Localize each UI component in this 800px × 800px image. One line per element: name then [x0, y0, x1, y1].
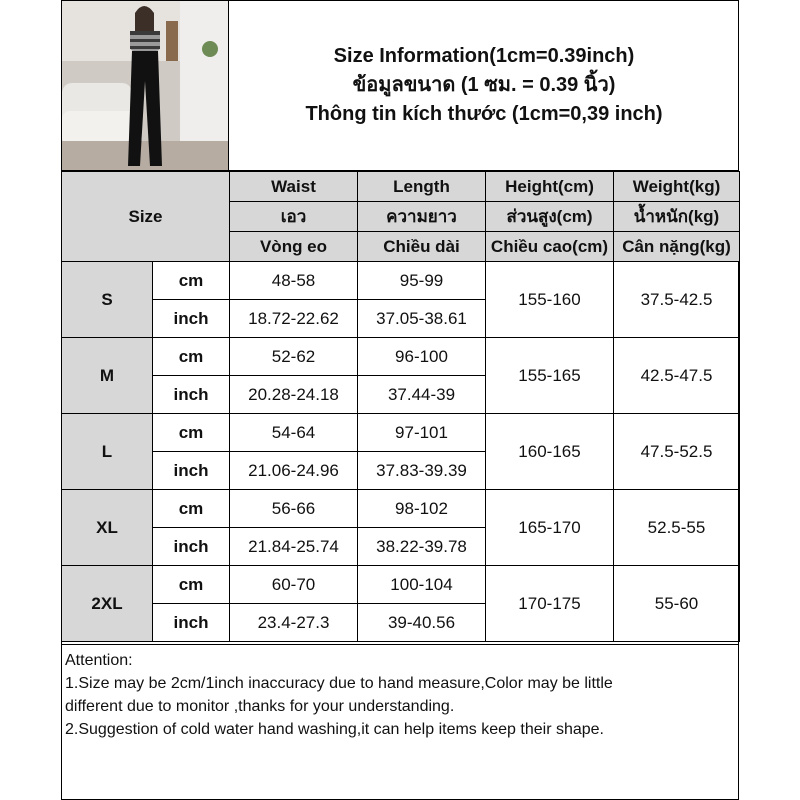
size-info-header: [229, 0, 739, 171]
header-title-vietnamese: Thông tin kích thước (1cm=0,39 inch): [305, 103, 663, 125]
height-header-th: ส่วนสูง(cm): [486, 202, 614, 232]
size-label-s: S: [62, 262, 153, 338]
unit-inch: inch: [153, 452, 230, 490]
table-row: [62, 414, 740, 452]
table-row: [62, 338, 740, 376]
waist-inch-cell: 21.06-24.96: [230, 452, 358, 490]
header-title-english: Size Information(1cm=0.39inch): [333, 45, 635, 67]
unit-cm: cm: [153, 414, 230, 452]
model-wearing-pants-image: [62, 1, 229, 171]
length-cm-cell: 96-100: [358, 338, 486, 376]
length-cm-cell: 98-102: [358, 490, 486, 528]
unit-inch: inch: [153, 376, 230, 414]
length-inch-cell: 37.44-39: [358, 376, 486, 414]
waist-cm-cell: 60-70: [230, 566, 358, 604]
unit-cm: cm: [153, 566, 230, 604]
size-label-xl: XL: [62, 490, 153, 566]
attention-line-1: 1.Size may be 2cm/1inch inaccuracy due to hand measure,Color may be little: [65, 675, 613, 692]
height-header-en: Height(cm): [486, 172, 614, 202]
weight-cell: 37.5-42.5: [614, 262, 740, 338]
attention-line-3: 2.Suggestion of cold water hand washing,it can help items keep their shape.: [65, 721, 604, 738]
waist-inch-cell: 20.28-24.18: [230, 376, 358, 414]
weight-cell: 42.5-47.5: [614, 338, 740, 414]
length-header-en: Length: [358, 172, 486, 202]
table-row: [62, 262, 740, 300]
size-label-m: M: [62, 338, 153, 414]
length-inch-cell: 39-40.56: [358, 604, 486, 642]
length-inch-cell: 37.83-39.39: [358, 452, 486, 490]
length-cm-cell: 95-99: [358, 262, 486, 300]
unit-cm: cm: [153, 262, 230, 300]
weight-cell: 47.5-52.5: [614, 414, 740, 490]
attention-title: Attention:: [65, 652, 133, 669]
waist-cm-cell: 48-58: [230, 262, 358, 300]
height-cell: 165-170: [486, 490, 614, 566]
weight-header-en: Weight(kg): [614, 172, 740, 202]
height-cell: 155-165: [486, 338, 614, 414]
size-table: [61, 171, 740, 642]
length-header-vi: Chiều dài: [358, 232, 486, 262]
size-column-header: Size: [62, 172, 230, 262]
size-label-2xl: 2XL: [62, 566, 153, 642]
length-inch-cell: 37.05-38.61: [358, 300, 486, 338]
weight-header-th: น้ำหนัก(kg): [614, 202, 740, 232]
waist-header-en: Waist: [230, 172, 358, 202]
waist-header-vi: Vòng eo: [230, 232, 358, 262]
unit-inch: inch: [153, 528, 230, 566]
weight-header-vi: Cân nặng(kg): [614, 232, 740, 262]
waist-inch-cell: 23.4-27.3: [230, 604, 358, 642]
waist-cm-cell: 52-62: [230, 338, 358, 376]
height-cell: 155-160: [486, 262, 614, 338]
attention-notes: [61, 644, 739, 800]
table-row: [62, 490, 740, 528]
length-cm-cell: 97-101: [358, 414, 486, 452]
length-cm-cell: 100-104: [358, 566, 486, 604]
product-photo: [61, 0, 229, 171]
waist-cm-cell: 54-64: [230, 414, 358, 452]
unit-cm: cm: [153, 490, 230, 528]
waist-cm-cell: 56-66: [230, 490, 358, 528]
waist-inch-cell: 18.72-22.62: [230, 300, 358, 338]
length-inch-cell: 38.22-39.78: [358, 528, 486, 566]
attention-line-2: different due to monitor ,thanks for your understanding.: [65, 698, 455, 715]
height-cell: 160-165: [486, 414, 614, 490]
height-cell: 170-175: [486, 566, 614, 642]
unit-cm: cm: [153, 338, 230, 376]
header-title-thai: ข้อมูลขนาด (1 ซม. = 0.39 นิ้ว): [352, 74, 616, 96]
length-header-th: ความยาว: [358, 202, 486, 232]
size-label-l: L: [62, 414, 153, 490]
weight-cell: 52.5-55: [614, 490, 740, 566]
waist-header-th: เอว: [230, 202, 358, 232]
table-header-row-en: [62, 172, 740, 202]
waist-inch-cell: 21.84-25.74: [230, 528, 358, 566]
unit-inch: inch: [153, 300, 230, 338]
unit-inch: inch: [153, 604, 230, 642]
height-header-vi: Chiều cao(cm): [486, 232, 614, 262]
table-row: [62, 566, 740, 604]
weight-cell: 55-60: [614, 566, 740, 642]
